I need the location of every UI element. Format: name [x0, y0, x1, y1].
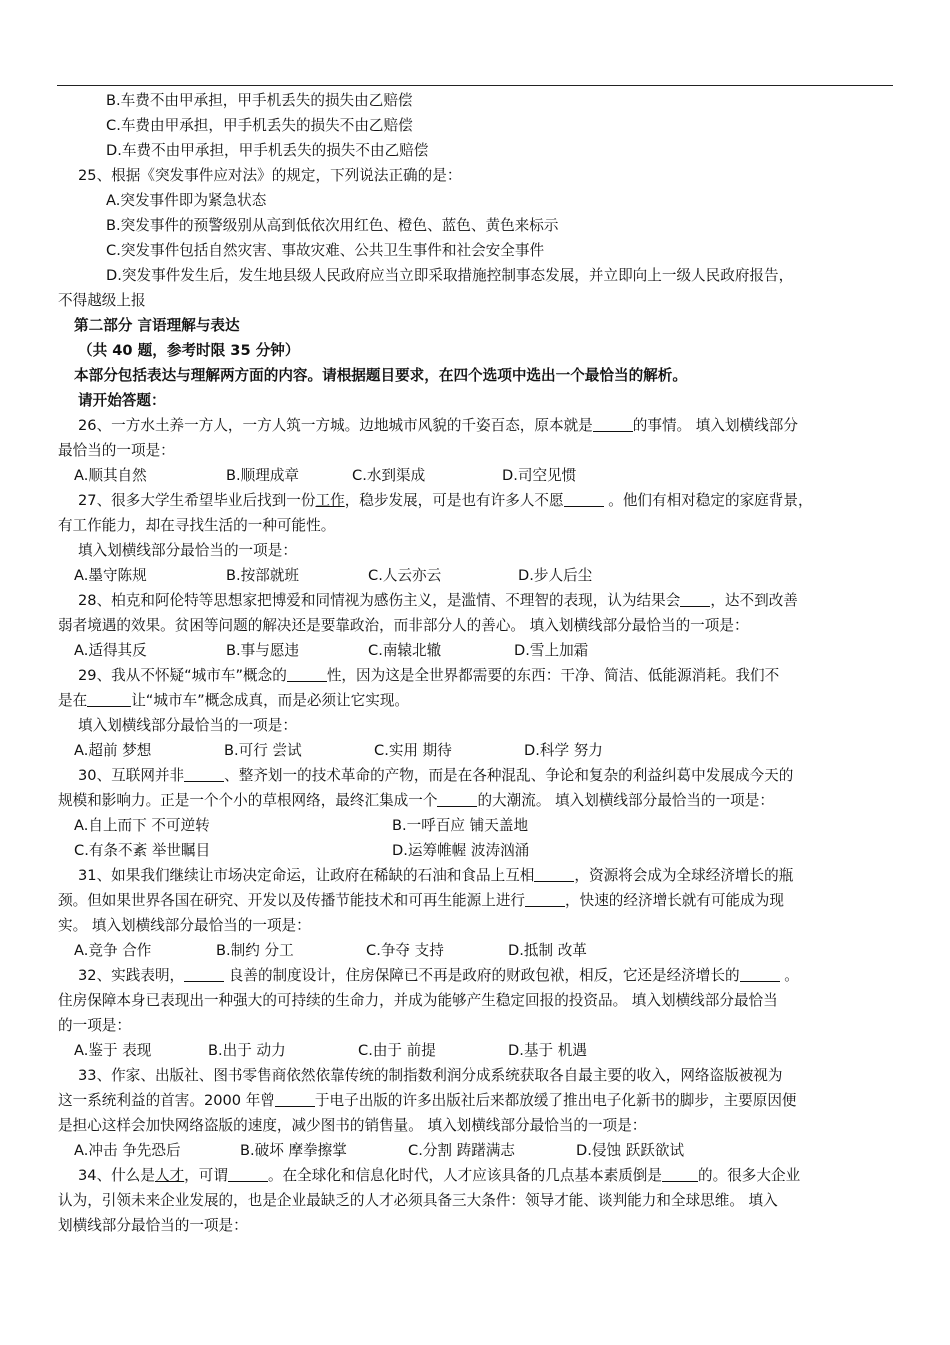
q27-option-a[interactable]: A.墨守陈规	[74, 567, 147, 584]
answer-blank	[740, 966, 780, 982]
answer-blank	[228, 1166, 268, 1182]
q28-stem: 28、柏克和阿伦特等思想家把博爱和同情视为感伤主义，是滥情、不理智的表现，认为结果会 ，达不到改善	[78, 592, 798, 609]
q25-option-d[interactable]: D.突发事件发生后，发生地县级人民政府应当立即采取措施控制事态发展，并立即向上一级人民政府报告，	[106, 267, 794, 284]
q32-option-a[interactable]: A.鉴于 表现	[74, 1042, 152, 1059]
q33-stem: 33、作家、出版社、图书零售商依然依靠传统的制指数利润分成系统获取各自最主要的收入，网络盗版被视为	[78, 1067, 783, 1084]
q28-options	[58, 638, 893, 663]
q28-option-b[interactable]: B.事与愿违	[226, 642, 300, 659]
q33-stem-cont: 这一系统利益的首害。2000 年曾 于电子出版的许多出版社后来都放缓了推出电子化新书的脚步，主要原因便	[58, 1092, 797, 1109]
q25-option-c[interactable]: C.突发事件包括自然灾害、事故灾难、公共卫生事件和社会安全事件	[106, 242, 545, 259]
q31-options	[58, 938, 893, 963]
q26-option-c[interactable]: C.水到渠成	[352, 467, 426, 484]
q33-option-a[interactable]: A.冲击 争先恐后	[74, 1142, 181, 1159]
answer-blank	[525, 891, 565, 907]
part2-description: 本部分包括表达与理解两方面的内容。请根据题目要求，在四个选项中选出一个最恰当的解析。	[74, 367, 687, 384]
q29-option-b[interactable]: B.可行 尝试	[224, 742, 302, 759]
q31-stem-end: 实。 填入划横线部分最恰当的一项是：	[58, 917, 311, 934]
answer-blank	[184, 766, 224, 782]
q34-stem-cont: 认为，引领未来企业发展的，也是企业最缺乏的人才必须具备三大条件：领导才能、谈判能力和全球思维。 填入	[58, 1192, 778, 1209]
q27-options	[58, 563, 893, 588]
q34-stem-end: 划横线部分最恰当的一项是：	[58, 1217, 248, 1234]
answer-blank	[564, 491, 604, 507]
q32-option-d[interactable]: D.基于 机遇	[508, 1042, 587, 1059]
q24-option-d[interactable]: D.车费不由甲承担，甲手机丢失的损失不由乙赔偿	[106, 142, 429, 159]
q30-option-c[interactable]: C.有条不紊 举世瞩目	[74, 842, 211, 859]
answer-blank	[534, 866, 574, 882]
q26-option-d[interactable]: D.司空见惯	[502, 467, 577, 484]
q30-option-d[interactable]: D.运筹帷幄 波涛汹涌	[392, 842, 530, 859]
q27-option-d[interactable]: D.步人后尘	[518, 567, 593, 584]
q30-option-a[interactable]: A.自上而下 不可逆转	[74, 817, 210, 834]
q26-stem: 26、一方水土养一方人，一方人筑一方城。边地城市风貌的千姿百态，原本就是 的事情。 填入划横线部分	[78, 417, 798, 434]
q29-option-d[interactable]: D.科学 努力	[524, 742, 603, 759]
q29-options	[58, 738, 893, 763]
q29-option-a[interactable]: A.超前 梦想	[74, 742, 152, 759]
q33-option-b[interactable]: B.破坏 摩拳擦掌	[240, 1142, 347, 1159]
answer-blank	[184, 966, 224, 982]
q33-option-c[interactable]: C.分割 踌躇满志	[408, 1142, 516, 1159]
q31-option-c[interactable]: C.争夺 支持	[366, 942, 444, 959]
q33-option-d[interactable]: D.侵蚀 跃跃欲试	[576, 1142, 685, 1159]
q27-option-b[interactable]: B.按部就班	[226, 567, 300, 584]
q26-stem-cont: 最恰当的一项是：	[58, 442, 175, 459]
q31-option-a[interactable]: A.竞争 合作	[74, 942, 152, 959]
answer-blank	[87, 691, 131, 707]
q24-option-c[interactable]: C.车费由甲承担，甲手机丢失的损失不由乙赔偿	[106, 117, 413, 134]
q32-options	[58, 1038, 893, 1063]
q34-stem: 34、什么是人才，可谓 。在全球化和信息化时代，人才应该具备的几点基本素质倒是 的。很多大企业	[78, 1167, 801, 1184]
q26-option-a[interactable]: A.顺其自然	[74, 467, 147, 484]
q30-options-row1	[58, 813, 893, 838]
part2-subtitle: （共 40 题，参考时限 35 分钟）	[78, 342, 300, 359]
answer-blank	[287, 666, 327, 682]
q27-option-c[interactable]: C.人云亦云	[368, 567, 442, 584]
q32-stem-end: 的一项是：	[58, 1017, 131, 1034]
q29-stem-cont: 是在 让“城市车”概念成真，而是必须让它实现。	[58, 692, 410, 709]
q32-stem-cont: 住房保障本身已表现出一种强大的可持续的生命力，并成为能够产生稳定回报的投资品。 填入划横线部分最恰当	[58, 992, 778, 1009]
q30-stem: 30、互联网并非 、整齐划一的技术革命的产物，而是在各种混乱、争论和复杂的利益纠葛中发展成今天的	[78, 767, 794, 784]
q28-stem-cont: 弱者境遇的效果。贫困等问题的解决还是要靠政治，而非部分人的善心。 填入划横线部分最恰当的一项是：	[58, 617, 749, 634]
part2-start: 请开始答题：	[78, 392, 166, 409]
q32-option-b[interactable]: B.出于 动力	[208, 1042, 286, 1059]
q31-stem: 31、如果我们继续让市场决定命运，让政府在稀缺的石油和食品上互相 ，资源将会成为全球经济增长的瓶	[78, 867, 794, 884]
q26-option-b[interactable]: B.顺理成章	[226, 467, 300, 484]
answer-blank	[662, 1166, 698, 1182]
q29-prompt: 填入划横线部分最恰当的一项是：	[78, 717, 297, 734]
q30-options-row2	[58, 838, 893, 863]
q32-option-c[interactable]: C.由于 前提	[358, 1042, 436, 1059]
q33-options	[58, 1138, 893, 1163]
q26-options	[58, 463, 893, 488]
q28-option-a[interactable]: A.适得其反	[74, 642, 147, 659]
answer-blank	[680, 591, 710, 607]
q27-prompt: 填入划横线部分最恰当的一项是：	[78, 542, 297, 559]
q27-stem: 27、很多大学生希望毕业后找到一份工作，稳步发展，可是也有许多人不愿 。他们有相对稳定的家庭背景，	[78, 492, 813, 509]
q31-option-d[interactable]: D.抵制 改革	[508, 942, 587, 959]
q28-option-c[interactable]: C.南辕北辙	[368, 642, 442, 659]
q29-stem: 29、我从不怀疑“城市车”概念的 性，因为这是全世界都需要的东西：干净、简洁、低能源消耗。我们不	[78, 667, 780, 684]
exam-page	[58, 88, 893, 1238]
q30-option-b[interactable]: B.一呼百应 铺天盖地	[392, 817, 529, 834]
q30-stem-cont: 规模和影响力。正是一个个小的草根网络，最终汇集成一个 的大潮流。 填入划横线部分最恰当的一项是：	[58, 792, 774, 809]
q25-option-b[interactable]: B.突发事件的预警级别从高到低依次用红色、橙色、蓝色、黄色来标示	[106, 217, 559, 234]
q28-option-d[interactable]: D.雪上加霜	[514, 642, 589, 659]
q24-option-b[interactable]: B.车费不由甲承担，甲手机丢失的损失由乙赔偿	[106, 92, 413, 109]
q32-stem: 32、实践表明， 良善的制度设计，住房保障已不再是政府的财政包袱，相反，它还是经济增长的 。	[78, 967, 799, 984]
answer-blank	[275, 1091, 315, 1107]
answer-blank	[593, 416, 633, 432]
q31-option-b[interactable]: B.制约 分工	[216, 942, 294, 959]
q25-option-a[interactable]: A.突发事件即为紧急状态	[106, 192, 267, 209]
q31-stem-cont: 颈。但如果世界各国在研究、开发以及传播节能技术和可再生能源上进行 ，快速的经济增长就有可能成为现	[58, 892, 784, 909]
part2-title: 第二部分 言语理解与表达	[74, 317, 240, 334]
header-rule	[57, 85, 893, 86]
q27-stem-cont: 有工作能力，却在寻找生活的一种可能性。	[58, 517, 336, 534]
answer-blank	[437, 791, 477, 807]
q29-option-c[interactable]: C.实用 期待	[374, 742, 452, 759]
q33-stem-end: 是担心这样会加快网络盗版的速度，减少图书的销售量。 填入划横线部分最恰当的一项是：	[58, 1117, 647, 1134]
q25-option-d-cont: 不得越级上报	[58, 292, 146, 309]
q25-stem: 25、根据《突发事件应对法》的规定，下列说法正确的是：	[78, 167, 462, 184]
